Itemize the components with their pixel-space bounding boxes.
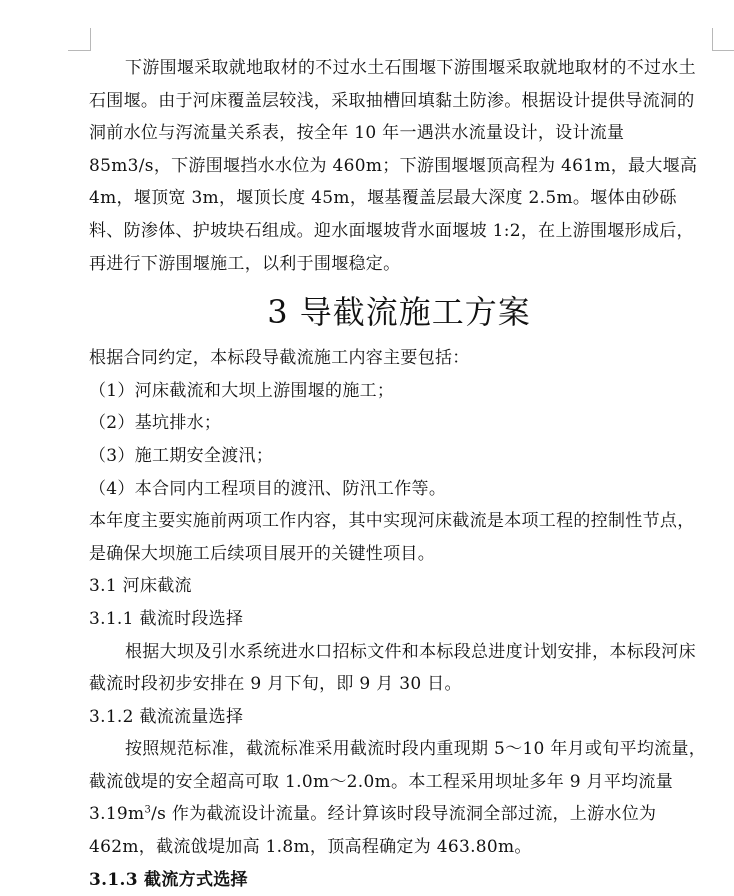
subheading-3-1-2: 3.1.2 截流流量选择 [89,706,244,727]
subheading-3-1: 3.1 河床截流 [89,576,192,597]
subheading-3-1-3: 3.1.3 截流方式选择 [89,869,248,890]
list-item-2: （2）基坑排水； [89,413,222,434]
paragraph-closure-period: 根据大坝及引水系统进水口招标文件和本标段总进度计划安排，本标段河床截流时段初步安排在 9 月下旬，即 9 月 30 日。 [89,641,696,695]
subheading-3-1-1: 3.1.1 截流时段选择 [89,608,244,629]
paragraph-intro: 根据合同约定，本标段导截流施工内容主要包括： [89,348,470,369]
list-item-4: （4）本合同内工程项目的渡汛、防汛工作等。 [89,478,447,499]
closure-flow-text-b: /s 作为截流设计流量。经计算该时段导流洞全部过流，上游水位为 462m，截流戗堤加高 1.8m，顶高程确定为 463.80m。 [89,804,657,858]
paragraph-closure-flow [89,733,709,863]
paragraph-downstream-cofferdam: 下游围堰采取就地取材的不过水土石围堰下游围堰采取就地取材的不过水土石围堰。由于河床覆盖层较浅，采取抽槽回填黏土防渗。根据设计提供导流洞的洞前水位与泻流量关系表，按全年 10 年一遇洪水流量设计，设计流量 85m3/s，下游围堰挡水水位为 460m；下游围堰堰顶高程为 461m，最大堰高 4m，堰顶宽 3m，堰顶长度 45m，堰基覆盖层最大深度 2.5m。堰体由砂砾料、防渗体、护坡块石组成。迎水面堰坡背水面堰坡 1:2，在上游围堰形成后，再进行下游围堰施工，以利于围堰稳定。 [89,58,698,274]
section-heading: 3 导截流施工方案 [267,293,531,332]
superscript-cubic: 3 [144,804,152,816]
list-item-1: （1）河床截流和大坝上游围堰的施工； [89,380,395,401]
page-corner-mark-left [68,28,91,51]
document-page [89,52,709,896]
paragraph-annual-work: 本年度主要实施前两项工作内容，其中实现河床截流是本项工程的控制性节点，是确保大坝施工后续项目展开的关键性项目。 [89,511,695,564]
page-corner-mark-right [712,28,734,51]
list-item-3: （3）施工期安全渡汛； [89,445,274,466]
closure-flow-text-a: 按照规范标准，截流标准采用截流时段内重现期 5～10 年月或旬平均流量，截流戗堤的安全超高可取 1.0m～2.0m。本工程采用坝址多年 9 月平均流量 3.19m [89,739,707,825]
